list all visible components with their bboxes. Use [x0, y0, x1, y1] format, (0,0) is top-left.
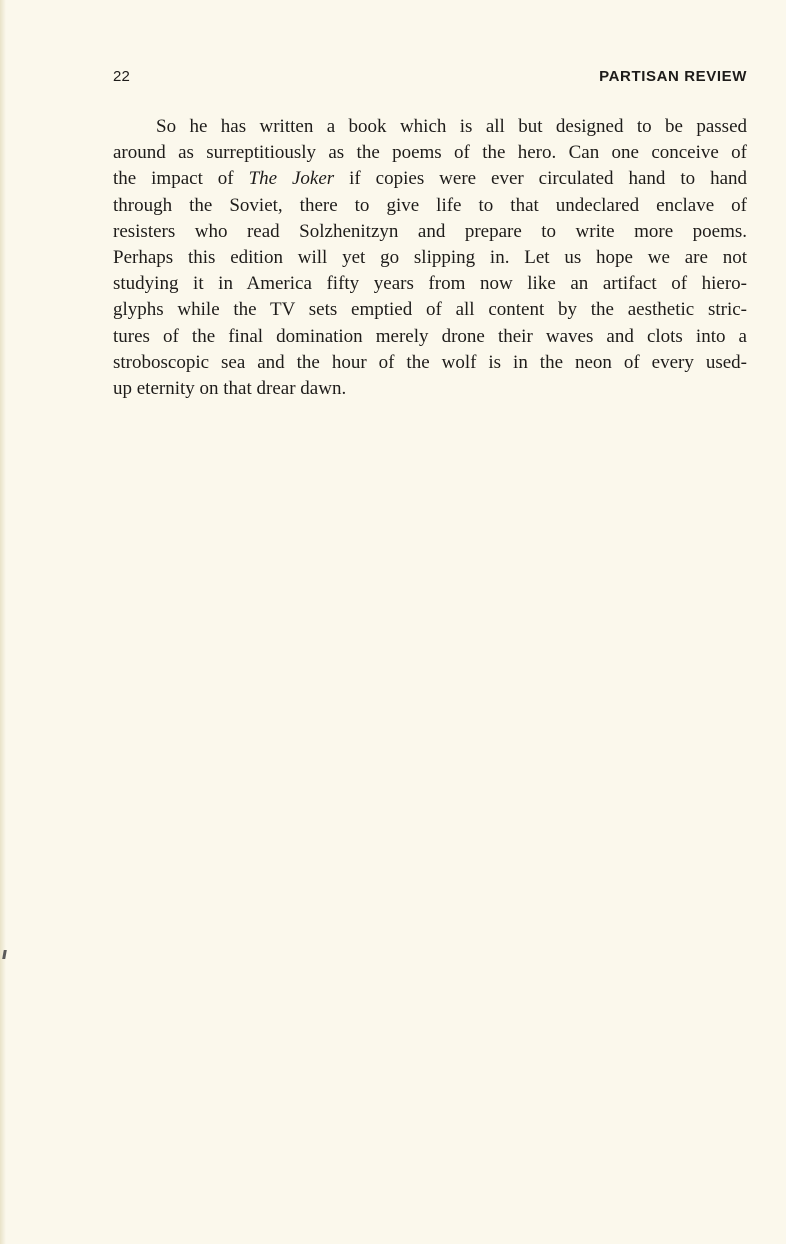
margin-mark: [2, 950, 7, 959]
text-line: [113, 166, 747, 192]
text-line: So he has written a book which is all but designed to be passed: [156, 116, 747, 137]
text-line: Perhaps this edition will yet go slipping in. Let us hope we are not: [113, 246, 747, 268]
text-line: stroboscopic sea and the hour of the wolf is in the neon of every used-: [113, 351, 747, 373]
body-paragraph: [113, 114, 747, 402]
text-line: studying it in America fifty years from now like an artifact of hiero-: [113, 273, 747, 295]
page-number: 22: [113, 67, 131, 85]
text-line: up eternity on that drear dawn.: [113, 377, 347, 399]
text-line: glyphs while the TV sets emptied of all content by the aesthetic stric-: [113, 299, 747, 321]
text-line: through the Soviet, there to give life to that undeclared enclave of: [113, 194, 747, 216]
text-line: around as surreptitiously as the poems of the hero. Can one conceive of: [113, 142, 747, 164]
page-edge: [0, 0, 6, 1244]
text-segment: if copies were ever circulated hand to hand: [334, 168, 747, 190]
running-head: PARTISAN REVIEW: [599, 67, 747, 85]
text-segment: the impact of: [113, 168, 249, 190]
text-line: resisters who read Solzhenitzyn and prepare to write more poems.: [113, 220, 747, 242]
text-line: tures of the final domination merely drone their waves and clots into a: [113, 325, 747, 347]
page-header: [113, 64, 747, 88]
book-title: The Joker: [248, 168, 335, 190]
